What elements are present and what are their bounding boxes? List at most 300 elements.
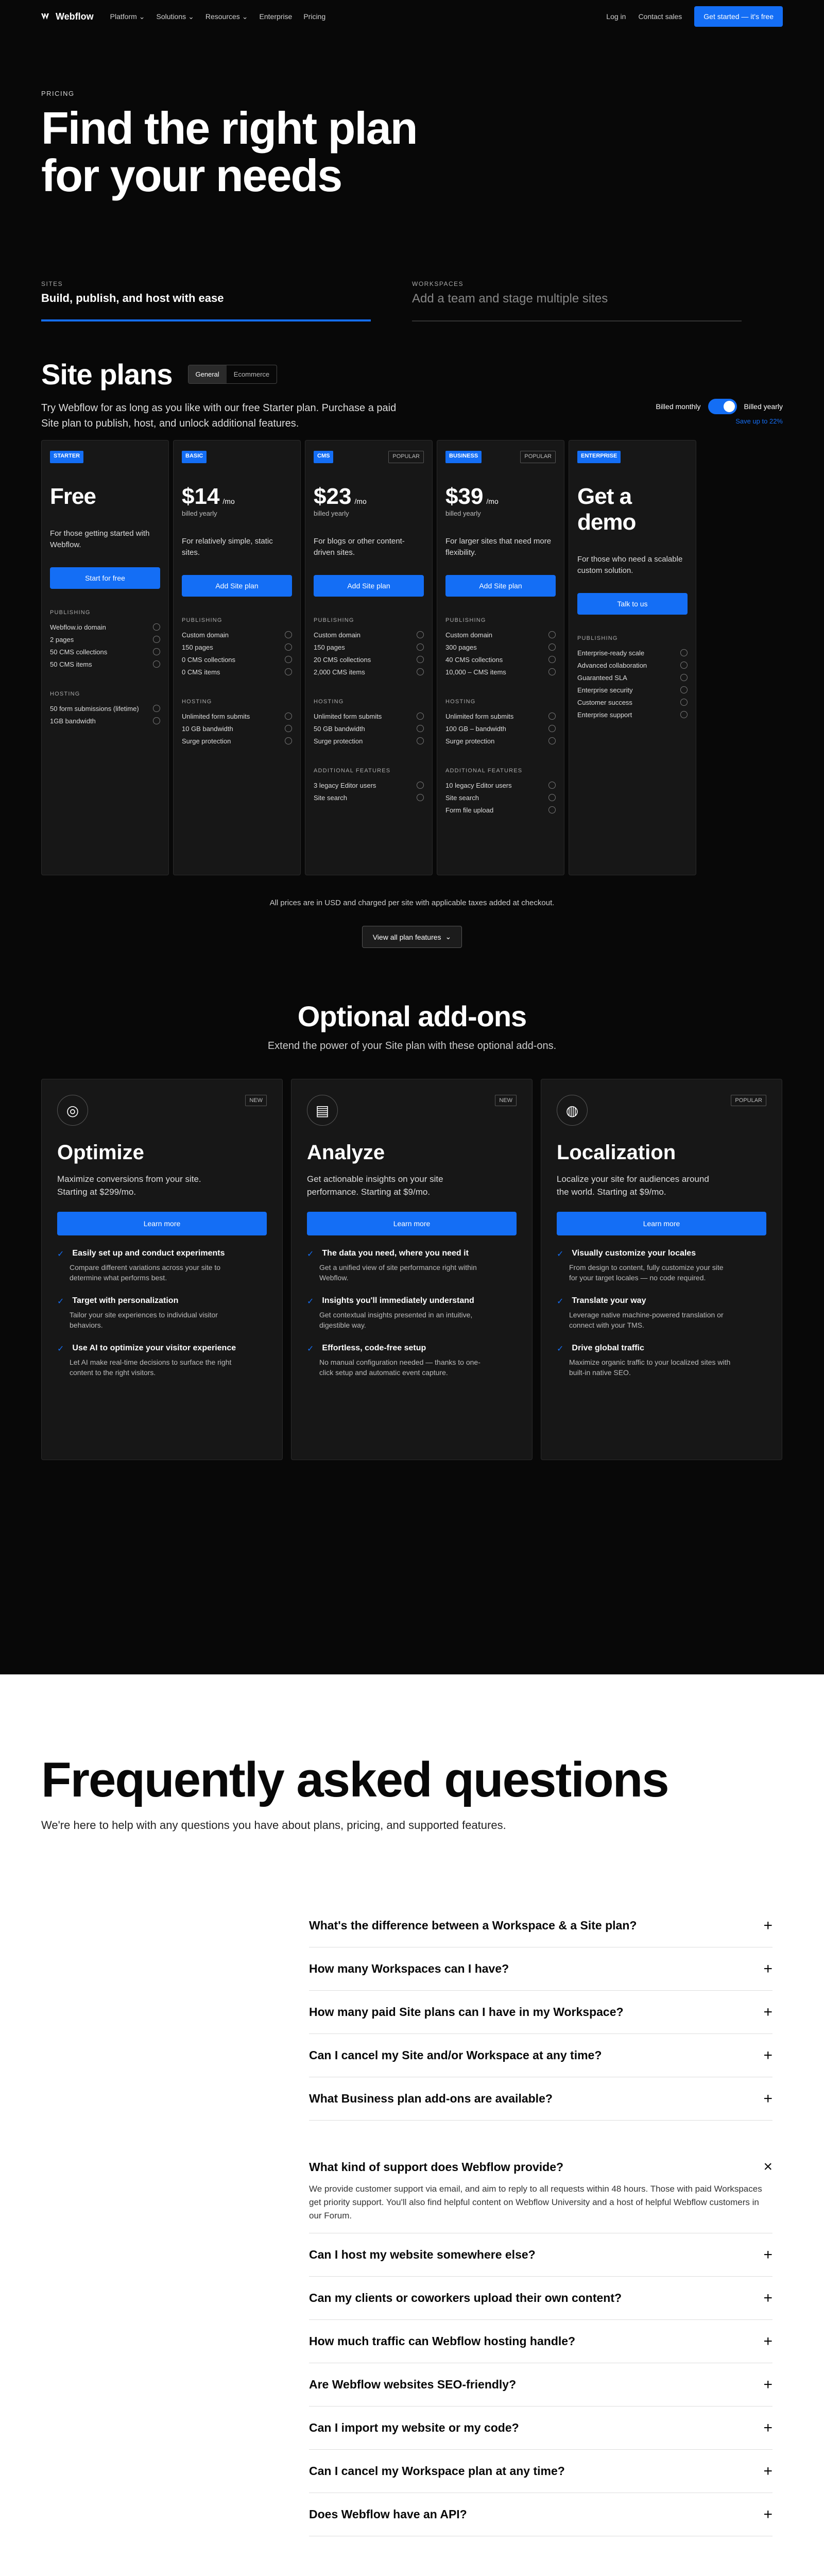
feature-label: Enterprise-ready scale: [577, 649, 645, 657]
info-icon[interactable]: [417, 737, 424, 744]
hero: [0, 33, 824, 270]
addon-point: [57, 1344, 267, 1378]
plus-icon: +: [763, 1960, 772, 1977]
feature-row: [50, 658, 160, 670]
plan-desc: For relatively simple, static sites.: [182, 537, 273, 557]
addon-point-title: Target with personalization: [72, 1296, 179, 1305]
plan-cta-button[interactable]: Add Site plan: [182, 575, 292, 597]
addon-point: [307, 1296, 517, 1330]
addon-point-title: Insights you'll immediately understand: [322, 1296, 474, 1305]
nav-left: [41, 11, 325, 22]
info-icon[interactable]: [417, 782, 424, 789]
plan-card: [41, 440, 169, 875]
feature-row: [445, 779, 556, 791]
feature-label: Webflow.io domain: [50, 623, 106, 631]
addon-point: [307, 1249, 517, 1283]
feature-row: [577, 696, 688, 708]
addon-point-title: Easily set up and conduct experiments: [72, 1249, 225, 1258]
info-icon[interactable]: [417, 643, 424, 651]
info-icon[interactable]: [285, 656, 292, 663]
plan-badge: CMS: [314, 451, 333, 463]
billing-toggle[interactable]: [708, 399, 737, 414]
feature-row: [314, 641, 424, 653]
chart-icon: ▤: [307, 1095, 338, 1126]
addon-point-title-row: [57, 1249, 267, 1259]
feature-row: [182, 641, 292, 653]
feature-label: 0 CMS collections: [182, 655, 236, 664]
feature-row: [577, 659, 688, 671]
price-value: $39: [445, 484, 484, 509]
faq-item[interactable]: [309, 2077, 772, 2121]
feature-label: Enterprise support: [577, 710, 632, 719]
plan-card: [173, 440, 301, 875]
addon-point: [307, 1344, 517, 1378]
plan-cta-button[interactable]: Start for free: [50, 567, 160, 589]
section-label: HOSTING: [50, 691, 80, 697]
addon-point-desc: Let AI make real-time decisions to surface the right content to the right visitors.: [70, 1358, 232, 1377]
tab-workspaces[interactable]: [412, 270, 742, 321]
hero-eyebrow: PRICING: [41, 90, 75, 97]
page-title: Find the right plan for your needs: [41, 103, 417, 201]
nav-link-solutions[interactable]: Solutions ⌄: [156, 12, 194, 21]
addon-tag: NEW: [245, 1095, 267, 1106]
view-all-features-button[interactable]: [362, 926, 462, 948]
info-icon[interactable]: [153, 660, 160, 668]
addon-desc: Maximize conversions from your site. Starting at $299/mo.: [57, 1174, 201, 1197]
feature-row: [445, 666, 556, 678]
feature-label: 50 form submissions (lifetime): [50, 704, 139, 713]
feature-row: [50, 621, 160, 633]
check-icon: ✓: [57, 1297, 64, 1306]
feature-label: 2 pages: [50, 635, 74, 643]
plan-badge: STARTER: [50, 451, 83, 463]
faq-item[interactable]: [309, 2406, 772, 2450]
feature-row: [445, 791, 556, 804]
addon-card-top: [557, 1095, 766, 1126]
info-icon[interactable]: [285, 631, 292, 638]
price-period: /mo: [222, 497, 235, 505]
addons-title: Optional add-ons: [297, 1000, 527, 1032]
plus-icon: +: [763, 2246, 772, 2263]
faq-question: Can I cancel my Workspace plan at any time?: [309, 2464, 565, 2478]
faq-item[interactable]: [309, 2034, 772, 2077]
faq-item[interactable]: [309, 1947, 772, 1991]
view-all-label: View all plan features: [372, 933, 441, 941]
info-icon[interactable]: [680, 686, 688, 693]
plus-icon: +: [763, 2090, 772, 2107]
faq-question: What kind of support does Webflow provide?: [309, 2160, 564, 2174]
plan-badges: [577, 451, 688, 463]
faq-item[interactable]: [309, 2450, 772, 2493]
addon-card-top: [57, 1095, 267, 1126]
check-icon: ✓: [57, 1250, 64, 1259]
faq-item[interactable]: [309, 2320, 772, 2363]
info-icon[interactable]: [285, 725, 292, 732]
site-plans-desc: Try Webflow for as long as you like with our free Starter plan. Purchase a paid Site plan to publish, host, and unlock additional features.: [41, 402, 397, 429]
check-icon: ✓: [557, 1345, 564, 1353]
feature-row: [50, 646, 160, 658]
addon-card-top: [307, 1095, 517, 1126]
addon-point-title: Translate your way: [572, 1296, 646, 1305]
chevron-down-icon: ⌄: [188, 12, 194, 21]
site-plans-title: Site plans: [41, 358, 173, 391]
feature-label: Site search: [445, 793, 479, 802]
info-icon[interactable]: [285, 713, 292, 720]
brand-name: Webflow: [56, 11, 94, 22]
feature-label: 3 legacy Editor users: [314, 781, 376, 789]
info-icon[interactable]: [285, 668, 292, 675]
chevron-down-icon: ⌄: [445, 933, 452, 941]
addon-point-title-row: [557, 1249, 766, 1259]
price-period: /mo: [486, 497, 499, 505]
feature-label: 0 CMS items: [182, 668, 220, 676]
addon-card: [291, 1079, 533, 1460]
addon-card: [541, 1079, 782, 1460]
plan-desc: For those who need a scalable custom solution.: [577, 555, 683, 575]
feature-row: [314, 653, 424, 666]
addon-point-title-row: [557, 1344, 766, 1354]
close-icon: ×: [763, 2158, 772, 2175]
plan-badges: [50, 451, 160, 463]
info-icon[interactable]: [548, 782, 556, 789]
faq-question: How much traffic can Webflow hosting handle?: [309, 2334, 576, 2348]
plan-badge: BUSINESS: [445, 451, 482, 463]
feature-row: [182, 722, 292, 735]
section-label: PUBLISHING: [182, 617, 222, 623]
feature-row: [314, 735, 424, 747]
seg-general[interactable]: General: [188, 365, 227, 383]
info-icon[interactable]: [153, 636, 160, 643]
faq-question: How many paid Site plans can I have in my Workspace?: [309, 2005, 624, 2019]
feature-label: Surge protection: [445, 737, 495, 745]
feature-row: [445, 641, 556, 653]
globe-icon: ◍: [557, 1095, 588, 1126]
learn-more-button[interactable]: Learn more: [557, 1212, 766, 1235]
get-started-button[interactable]: Get started — it's free: [694, 6, 783, 27]
addon-point-desc: Compare different variations across your site to determine what performs best.: [70, 1263, 221, 1282]
tab-title: Add a team and stage multiple sites: [412, 292, 608, 306]
info-icon[interactable]: [417, 668, 424, 675]
site-plans-header: [0, 321, 824, 440]
feature-label: 10 legacy Editor users: [445, 781, 512, 789]
faq-question: Can I import my website or my code?: [309, 2421, 519, 2434]
plan-price: [314, 484, 424, 510]
tab-eyebrow: SITES: [41, 280, 63, 287]
nav-link-platform[interactable]: Platform ⌄: [110, 12, 145, 21]
plus-icon: +: [763, 2505, 772, 2523]
plus-icon: +: [763, 1917, 772, 1934]
nav-right: [606, 6, 783, 27]
info-icon[interactable]: [548, 806, 556, 814]
addon-name: Optimize: [57, 1141, 144, 1164]
addon-name: Analyze: [307, 1141, 385, 1164]
feature-row: [445, 722, 556, 735]
addon-point-desc: No manual configuration needed — thanks to one-click setup and automatic event capture.: [319, 1358, 480, 1377]
feature-label: Surge protection: [314, 737, 363, 745]
faq-item[interactable]: [309, 1991, 772, 2034]
feature-row: [445, 629, 556, 641]
faq-item[interactable]: [309, 2277, 772, 2320]
feature-label: 20 CMS collections: [314, 655, 371, 664]
addon-card: [41, 1079, 283, 1460]
feature-row: [314, 791, 424, 804]
faq-item[interactable]: [309, 2233, 772, 2277]
chevron-down-icon: ⌄: [242, 12, 248, 21]
feature-row: [314, 629, 424, 641]
feature-row: [182, 653, 292, 666]
faq-answer: We provide customer support via email, and aim to reply to all requests within 48 hours. Those with paid Workspaces get priority support. You'll also find helpful content on Webflow University and a host of helpful Webflow customers in our Forum.: [309, 2182, 772, 2233]
feature-label: Form file upload: [445, 806, 494, 814]
faq-item[interactable]: [309, 2363, 772, 2406]
billing-monthly-label: Billed monthly: [656, 402, 701, 411]
info-icon[interactable]: [680, 662, 688, 669]
nav-link-pricing[interactable]: Pricing: [303, 12, 326, 21]
plus-icon: +: [763, 2003, 772, 2021]
feature-row: [445, 735, 556, 747]
info-icon[interactable]: [548, 631, 556, 638]
info-icon[interactable]: [153, 705, 160, 712]
section-label: HOSTING: [314, 699, 344, 705]
learn-more-button[interactable]: Learn more: [307, 1212, 517, 1235]
feature-row: [314, 710, 424, 722]
feature-row: [182, 666, 292, 678]
nav-links: [110, 12, 325, 21]
tab-sites[interactable]: [41, 270, 371, 321]
info-icon[interactable]: [548, 656, 556, 663]
plus-icon: +: [763, 2462, 772, 2480]
addons-section: [0, 948, 824, 1460]
faq-question: Are Webflow websites SEO-friendly?: [309, 2378, 517, 2391]
pricing-note: All prices are in USD and charged per site with applicable taxes added at checkout.: [269, 899, 555, 907]
addon-point-desc: Get contextual insights presented in an intuitive, digestible way.: [319, 1311, 473, 1329]
faq-question: What Business plan add-ons are available?: [309, 2092, 553, 2105]
addon-desc: Get actionable insights on your site performance. Starting at $9/mo.: [307, 1174, 443, 1197]
plus-icon: +: [763, 2419, 772, 2436]
plan-badge: ENTERPRISE: [577, 451, 621, 463]
addon-point-title: Drive global traffic: [572, 1344, 644, 1352]
contact-sales-link[interactable]: Contact sales: [638, 12, 682, 21]
check-icon: ✓: [307, 1345, 314, 1353]
addon-point-title-row: [307, 1344, 517, 1354]
plan-cta-button[interactable]: Add Site plan: [314, 575, 424, 597]
feature-row: [314, 779, 424, 791]
feature-label: Advanced collaboration: [577, 661, 647, 669]
nav-link-resources[interactable]: Resources ⌄: [205, 12, 248, 21]
section-label: PUBLISHING: [50, 609, 91, 616]
nav-link-enterprise[interactable]: Enterprise: [259, 12, 293, 21]
info-icon[interactable]: [548, 668, 556, 675]
price-value: $23: [314, 484, 352, 509]
addon-point-desc: From design to content, fully customize your site for your target locales — no code required.: [569, 1263, 724, 1282]
feature-label: 10 GB bandwidth: [182, 724, 233, 733]
price-value: $14: [182, 484, 220, 509]
view-all-wrap: [0, 926, 824, 948]
billed-note: billed yearly: [182, 510, 217, 517]
plus-icon: +: [763, 2332, 772, 2350]
addon-point: [57, 1296, 267, 1330]
info-icon[interactable]: [153, 648, 160, 655]
feature-label: Surge protection: [182, 737, 231, 745]
webflow-logo-icon: [41, 13, 53, 20]
info-icon[interactable]: [285, 737, 292, 744]
addon-point-desc: Maximize organic traffic to your localized sites with built-in native SEO.: [569, 1358, 731, 1377]
info-icon[interactable]: [153, 623, 160, 631]
save-note: Save up to 22%: [735, 417, 783, 425]
addon-point-title: Use AI to optimize your visitor experience: [72, 1344, 236, 1352]
addon-point-title: Effortless, code-free setup: [322, 1344, 426, 1352]
check-icon: ✓: [557, 1297, 564, 1306]
plan-name: Get a demo: [577, 484, 636, 535]
feature-row: [182, 735, 292, 747]
seg-ecommerce[interactable]: Ecommerce: [233, 370, 270, 378]
plan-badges: [182, 451, 292, 463]
feature-label: 10,000 – CMS items: [445, 668, 506, 676]
info-icon[interactable]: [417, 725, 424, 732]
faq-list: [309, 1904, 772, 2536]
feature-row: [577, 708, 688, 721]
feature-row: [182, 629, 292, 641]
info-icon[interactable]: [680, 699, 688, 706]
plan-price: [445, 484, 556, 510]
addon-point-title-row: [307, 1296, 517, 1307]
plan-type-tabs: [0, 270, 824, 321]
info-icon[interactable]: [680, 711, 688, 718]
feature-label: Guaranteed SLA: [577, 673, 627, 682]
section-label: PUBLISHING: [577, 635, 618, 641]
plan-name: Free: [50, 484, 96, 509]
feature-label: 40 CMS collections: [445, 655, 503, 664]
addon-point-title-row: [307, 1249, 517, 1259]
feature-row: [50, 633, 160, 646]
chevron-down-icon: ⌄: [139, 12, 145, 21]
info-icon[interactable]: [417, 656, 424, 663]
info-icon[interactable]: [285, 643, 292, 651]
addon-point: [557, 1344, 766, 1378]
site-plans-title-row: [41, 358, 783, 391]
feature-label: Custom domain: [314, 631, 361, 639]
faq-question: Can I cancel my Site and/or Workspace at any time?: [309, 2048, 602, 2062]
info-icon[interactable]: [548, 713, 556, 720]
info-icon[interactable]: [417, 631, 424, 638]
addon-point: [557, 1249, 766, 1283]
plan-card: [437, 440, 564, 875]
plan-cards: [0, 440, 824, 878]
plan-category-toggle: [188, 365, 278, 384]
faq-question: Does Webflow have an API?: [309, 2507, 467, 2521]
faq-help-section: [0, 1674, 824, 2576]
plan-desc: For those getting started with Webflow.: [50, 529, 150, 549]
feature-label: 2,000 CMS items: [314, 668, 365, 676]
feature-label: 1GB bandwidth: [50, 717, 96, 725]
check-icon: ✓: [307, 1297, 314, 1306]
info-icon[interactable]: [680, 674, 688, 681]
feature-label: Enterprise security: [577, 686, 633, 694]
addon-cards: [0, 1079, 824, 1460]
plan-cta-button[interactable]: Add Site plan: [445, 575, 556, 597]
feature-label: Site search: [314, 793, 348, 802]
addon-point: [557, 1296, 766, 1330]
section-label: HOSTING: [445, 699, 476, 705]
learn-more-button[interactable]: Learn more: [57, 1212, 267, 1235]
feature-label: Unlimited form submits: [314, 712, 382, 720]
faq-item-open[interactable]: [309, 2151, 772, 2182]
feature-row: [50, 715, 160, 727]
billing-yearly-label: Billed yearly: [744, 402, 783, 411]
login-link[interactable]: Log in: [606, 12, 626, 21]
addon-point-desc: Tailor your site experiences to individual visitor behaviors.: [70, 1311, 218, 1329]
addon-point-desc: Get a unified view of site performance right within Webflow.: [319, 1263, 477, 1282]
info-icon[interactable]: [548, 725, 556, 732]
feature-label: 150 pages: [314, 643, 345, 651]
faq-item[interactable]: [309, 2493, 772, 2536]
feature-label: Customer success: [577, 698, 632, 706]
brand-logo[interactable]: [41, 11, 94, 22]
faq-question: What's the difference between a Workspace & a Site plan?: [309, 1919, 637, 1932]
feature-label: 150 pages: [182, 643, 213, 651]
feature-label: Custom domain: [445, 631, 493, 639]
price-period: /mo: [354, 497, 367, 505]
feature-label: 300 pages: [445, 643, 477, 651]
feature-row: [445, 653, 556, 666]
plus-icon: +: [763, 2046, 772, 2064]
faq-subtitle: We're here to help with any questions you have about plans, pricing, and supported features.: [41, 1819, 506, 1832]
section-label: ADDITIONAL FEATURES: [445, 768, 523, 774]
billing-toggle-group: [656, 399, 783, 425]
plan-card: [305, 440, 433, 875]
section-label: PUBLISHING: [445, 617, 486, 623]
feature-label: 50 CMS collections: [50, 648, 108, 656]
billing-row: [656, 399, 783, 414]
plan-price: [182, 484, 292, 510]
addon-name: Localization: [557, 1141, 676, 1164]
plan-cta-button[interactable]: Talk to us: [577, 593, 688, 615]
billed-note: billed yearly: [314, 510, 349, 517]
feature-row: [50, 702, 160, 715]
info-icon[interactable]: [680, 649, 688, 656]
info-icon[interactable]: [417, 713, 424, 720]
addon-desc: Localize your site for audiences around the world. Starting at $9/mo.: [557, 1174, 709, 1197]
feature-row: [314, 666, 424, 678]
tab-title: Build, publish, and host with ease: [41, 292, 224, 304]
tab-eyebrow: WORKSPACES: [412, 280, 464, 287]
addon-point-title: Visually customize your locales: [572, 1249, 696, 1258]
feature-row: [182, 710, 292, 722]
popular-badge: POPULAR: [388, 451, 424, 463]
check-icon: ✓: [307, 1250, 314, 1259]
feature-label: Unlimited form submits: [182, 712, 250, 720]
billed-note: billed yearly: [445, 510, 481, 517]
feature-label: 50 GB bandwidth: [314, 724, 365, 733]
faq-item[interactable]: [309, 1904, 772, 1947]
popular-badge: POPULAR: [520, 451, 556, 463]
section-label: HOSTING: [182, 699, 212, 705]
faq-question: Can my clients or coworkers upload their own content?: [309, 2291, 622, 2304]
feature-label: 50 CMS items: [50, 660, 92, 668]
info-icon[interactable]: [548, 794, 556, 801]
info-icon[interactable]: [417, 794, 424, 801]
info-icon[interactable]: [153, 717, 160, 724]
feature-row: [577, 671, 688, 684]
info-icon[interactable]: [548, 643, 556, 651]
section-label: PUBLISHING: [314, 617, 354, 623]
faq-question: How many Workspaces can I have?: [309, 1962, 509, 1975]
plan-badges: [445, 451, 556, 463]
check-icon: ✓: [557, 1250, 564, 1259]
feature-row: [577, 684, 688, 696]
info-icon[interactable]: [548, 737, 556, 744]
feature-row: [314, 722, 424, 735]
faq-title: Frequently asked questions: [41, 1752, 668, 1807]
